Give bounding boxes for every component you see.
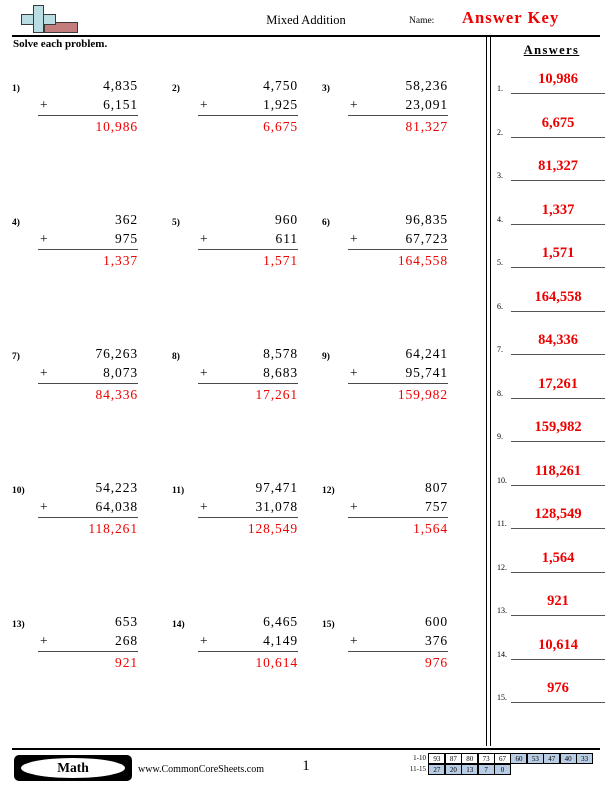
answer-row <box>497 67 609 101</box>
problem-item <box>322 196 472 288</box>
addend-bottom: 8,683 <box>263 365 298 380</box>
score-range-label: 11-15 <box>409 765 426 773</box>
plus-operator-icon: + <box>350 633 359 648</box>
answer-value: 81,327 <box>538 158 578 174</box>
answer-index: 4. <box>497 214 503 224</box>
problem-item <box>12 464 162 556</box>
problem-answer: 17,261 <box>255 387 298 402</box>
score-cell: 0 <box>494 764 511 775</box>
answer-blank-line <box>511 615 605 616</box>
score-cell: 73 <box>478 753 495 764</box>
addend-bottom: 4,149 <box>263 633 298 648</box>
vertical-addition <box>38 210 138 270</box>
plus-operator-icon: + <box>350 499 359 514</box>
addend-top: 6,465 <box>263 614 298 629</box>
addend-bottom: 8,073 <box>103 365 138 380</box>
problem-number: 15) <box>322 620 335 630</box>
score-cell: 7 <box>478 764 495 775</box>
addend-bottom: 268 <box>115 633 138 648</box>
addend-bottom: 611 <box>275 231 298 246</box>
answer-key-stamp: Answer Key <box>462 8 560 27</box>
vertical-addition <box>198 76 298 136</box>
answer-index: 12. <box>497 562 507 572</box>
plus-operator-icon: + <box>200 499 209 514</box>
problem-answer: 84,336 <box>95 387 138 402</box>
answer-value: 128,549 <box>534 506 582 522</box>
answer-index: 8. <box>497 388 503 398</box>
name-label: Name: <box>409 16 435 26</box>
problem-answer: 118,261 <box>88 521 138 536</box>
answer-index: 7. <box>497 345 503 354</box>
addend-bottom-row <box>348 631 448 650</box>
answer-blank-line <box>511 398 605 399</box>
answer-index: 9. <box>497 432 503 441</box>
answer-blank-line <box>511 93 605 94</box>
plus-operator-icon: + <box>200 633 209 648</box>
problem-number: 5) <box>172 218 180 228</box>
score-cell: 47 <box>543 753 560 764</box>
page-title: Mixed Addition <box>266 13 346 27</box>
problem-number: 9) <box>322 352 330 362</box>
answer-row <box>497 633 609 667</box>
worksheet-footer <box>0 750 612 792</box>
worksheet-header <box>0 0 612 36</box>
score-key-row <box>400 753 593 764</box>
answer-index: 10. <box>497 475 507 485</box>
answer-index: 14. <box>497 649 507 659</box>
vertical-addition <box>38 612 138 672</box>
answers-heading: Answers <box>523 43 580 57</box>
addend-top: 97,471 <box>255 480 298 495</box>
addend-bottom-row <box>198 363 298 382</box>
answer-row <box>497 676 609 710</box>
problem-answer: 921 <box>115 655 138 670</box>
problem-number: 3) <box>322 84 330 94</box>
vertical-addition <box>198 210 298 270</box>
problem-number: 12) <box>322 486 335 496</box>
addend-top: 960 <box>275 212 298 227</box>
score-cell: 40 <box>560 753 577 764</box>
vertical-addition <box>198 612 298 672</box>
answer-value: 1,337 <box>541 201 575 218</box>
addend-top: 4,835 <box>103 78 138 93</box>
vertical-addition <box>38 76 138 136</box>
score-cell: 67 <box>494 753 511 764</box>
addend-bottom: 757 <box>425 499 448 514</box>
addend-top: 600 <box>425 614 448 629</box>
answer-blank-line <box>511 572 605 573</box>
addend-bottom-row <box>198 95 298 114</box>
answer-blank-line <box>511 485 605 486</box>
vertical-addition <box>348 612 448 672</box>
addend-bottom-row <box>38 363 138 382</box>
score-key-table <box>400 753 593 775</box>
problem-item <box>322 464 472 556</box>
plus-operator-icon: + <box>40 499 49 514</box>
answer-value: 118,261 <box>534 462 582 479</box>
answer-blank-line <box>511 224 605 225</box>
addend-bottom: 975 <box>115 231 138 246</box>
problem-answer: 128,549 <box>247 521 298 536</box>
answer-row <box>497 459 609 493</box>
problem-answer: 1,571 <box>263 253 298 268</box>
problem-item <box>12 62 162 154</box>
addend-bottom-row <box>348 497 448 516</box>
instructions-text: Solve each problem. <box>13 38 108 50</box>
answer-blank-line <box>511 137 605 138</box>
answer-row <box>497 285 609 319</box>
addend-bottom: 23,091 <box>405 97 448 112</box>
answer-value: 159,982 <box>534 419 582 435</box>
website-url: www.CommonCoreSheets.com <box>138 764 265 775</box>
score-cell: 60 <box>510 753 527 764</box>
answer-value: 10,614 <box>538 636 578 653</box>
plus-operator-icon: + <box>200 231 209 246</box>
answer-row <box>497 415 609 449</box>
problem-answer: 6,675 <box>263 119 298 134</box>
score-range-label: 1-10 <box>413 754 426 762</box>
answer-blank-line <box>511 267 605 268</box>
plus-operator-icon: + <box>350 97 359 112</box>
answer-index: 15. <box>497 693 507 702</box>
problem-item <box>322 62 472 154</box>
addend-top: 64,241 <box>405 346 448 361</box>
addend-bottom-row <box>348 95 448 114</box>
answer-row <box>497 198 609 232</box>
addend-bottom-row <box>348 363 448 382</box>
addend-bottom: 67,723 <box>405 231 448 246</box>
plus-operator-icon: + <box>40 231 49 246</box>
problem-item <box>172 62 322 154</box>
addend-bottom-row <box>38 631 138 650</box>
vertical-addition <box>348 344 448 404</box>
answer-blank-line <box>511 659 605 660</box>
score-cell: 20 <box>445 764 462 775</box>
problem-item <box>172 330 322 422</box>
addend-bottom-row <box>38 497 138 516</box>
problem-item <box>172 598 322 690</box>
problem-answer: 10,986 <box>95 119 138 134</box>
answer-row <box>497 589 609 623</box>
problem-answer: 81,327 <box>405 119 448 134</box>
answer-index: 3. <box>497 171 503 180</box>
addend-top: 96,835 <box>405 212 448 227</box>
problems-grid <box>0 62 486 742</box>
problem-item <box>172 464 322 556</box>
vertical-addition <box>348 478 448 538</box>
answer-value: 921 <box>547 593 569 609</box>
addend-top: 8,578 <box>263 346 298 361</box>
problem-number: 7) <box>12 352 20 362</box>
plus-operator-icon: + <box>350 365 359 380</box>
score-cell: 13 <box>461 764 478 775</box>
vertical-addition <box>348 210 448 270</box>
answer-index: 1. <box>497 84 503 93</box>
addend-top: 362 <box>115 212 138 227</box>
addend-bottom-row <box>198 229 298 248</box>
answer-row <box>497 546 609 580</box>
problem-number: 11) <box>172 486 185 496</box>
problem-answer: 10,614 <box>255 655 298 670</box>
addend-bottom: 95,741 <box>405 365 448 380</box>
answer-blank-line <box>511 528 605 529</box>
answer-row <box>497 111 609 145</box>
vertical-addition <box>348 76 448 136</box>
vertical-addition <box>198 478 298 538</box>
score-cell: 33 <box>576 753 593 764</box>
score-cell: 53 <box>527 753 544 764</box>
problem-answer: 1,564 <box>413 521 448 536</box>
answers-panel <box>491 37 612 747</box>
addend-bottom: 6,151 <box>103 97 138 112</box>
answer-row <box>497 154 609 188</box>
problem-number: 13) <box>12 620 25 630</box>
answer-index: 13. <box>497 606 507 615</box>
answer-row <box>497 372 609 406</box>
score-key-row <box>400 764 593 775</box>
problem-number: 10) <box>12 486 25 496</box>
answer-value: 10,986 <box>538 71 578 87</box>
problem-item <box>322 330 472 422</box>
plus-operator-icon: + <box>200 97 209 112</box>
plus-operator-icon: + <box>40 97 49 112</box>
addend-top: 807 <box>425 480 448 495</box>
answer-row <box>497 328 609 362</box>
answer-value: 1,571 <box>541 245 575 261</box>
page-number: 1 <box>302 758 310 774</box>
badge-label: Math <box>57 760 89 775</box>
plus-operator-icon: + <box>350 231 359 246</box>
addend-top: 76,263 <box>95 346 138 361</box>
problem-number: 6) <box>322 218 330 228</box>
addend-top: 58,236 <box>405 78 448 93</box>
plus-operator-icon: + <box>40 365 49 380</box>
problem-item <box>12 196 162 288</box>
answer-blank-line <box>511 180 605 181</box>
vertical-addition <box>38 344 138 404</box>
problem-number: 1) <box>12 84 20 94</box>
answer-value: 17,261 <box>538 375 578 392</box>
vertical-addition <box>198 344 298 404</box>
vertical-addition <box>38 478 138 538</box>
problem-answer: 1,337 <box>103 253 138 268</box>
problem-number: 8) <box>172 352 180 362</box>
addend-bottom: 64,038 <box>95 499 138 514</box>
addend-bottom-row <box>348 229 448 248</box>
addend-bottom-row <box>38 95 138 114</box>
score-cell: 87 <box>445 753 462 764</box>
answer-blank-line <box>511 311 605 312</box>
answer-index: 5. <box>497 258 503 267</box>
problem-item <box>322 598 472 690</box>
answer-index: 6. <box>497 301 503 311</box>
score-cell: 80 <box>461 753 478 764</box>
answer-blank-line <box>511 702 605 703</box>
answer-value: 164,558 <box>534 288 582 305</box>
answer-blank-line <box>511 441 605 442</box>
addend-top: 54,223 <box>95 480 138 495</box>
answer-row <box>497 241 609 275</box>
answer-index: 11. <box>497 519 507 528</box>
addend-top: 4,750 <box>263 78 298 93</box>
addend-bottom-row <box>38 229 138 248</box>
addend-bottom: 31,078 <box>255 499 298 514</box>
score-cell: 93 <box>428 753 445 764</box>
answer-index: 2. <box>497 127 503 137</box>
problem-number: 14) <box>172 620 185 630</box>
problem-number: 4) <box>12 218 20 228</box>
answer-row <box>497 502 609 536</box>
answer-value: 1,564 <box>541 549 575 566</box>
addend-bottom-row <box>198 497 298 516</box>
problem-answer: 159,982 <box>397 387 448 402</box>
addend-top: 653 <box>115 614 138 629</box>
plus-operator-icon: + <box>200 365 209 380</box>
answer-value: 6,675 <box>541 114 575 131</box>
answer-blank-line <box>511 354 605 355</box>
problem-answer: 164,558 <box>397 253 448 268</box>
problem-item <box>12 598 162 690</box>
addend-bottom-row <box>198 631 298 650</box>
plus-operator-icon: + <box>40 633 49 648</box>
addend-bottom: 376 <box>425 633 448 648</box>
problem-item <box>12 330 162 422</box>
problem-answer: 976 <box>425 655 448 670</box>
score-cell: 27 <box>428 764 445 775</box>
problem-number: 2) <box>172 84 180 94</box>
answer-value: 976 <box>547 680 569 696</box>
problem-item <box>172 196 322 288</box>
addend-bottom: 1,925 <box>263 97 298 112</box>
answer-value: 84,336 <box>538 332 578 348</box>
